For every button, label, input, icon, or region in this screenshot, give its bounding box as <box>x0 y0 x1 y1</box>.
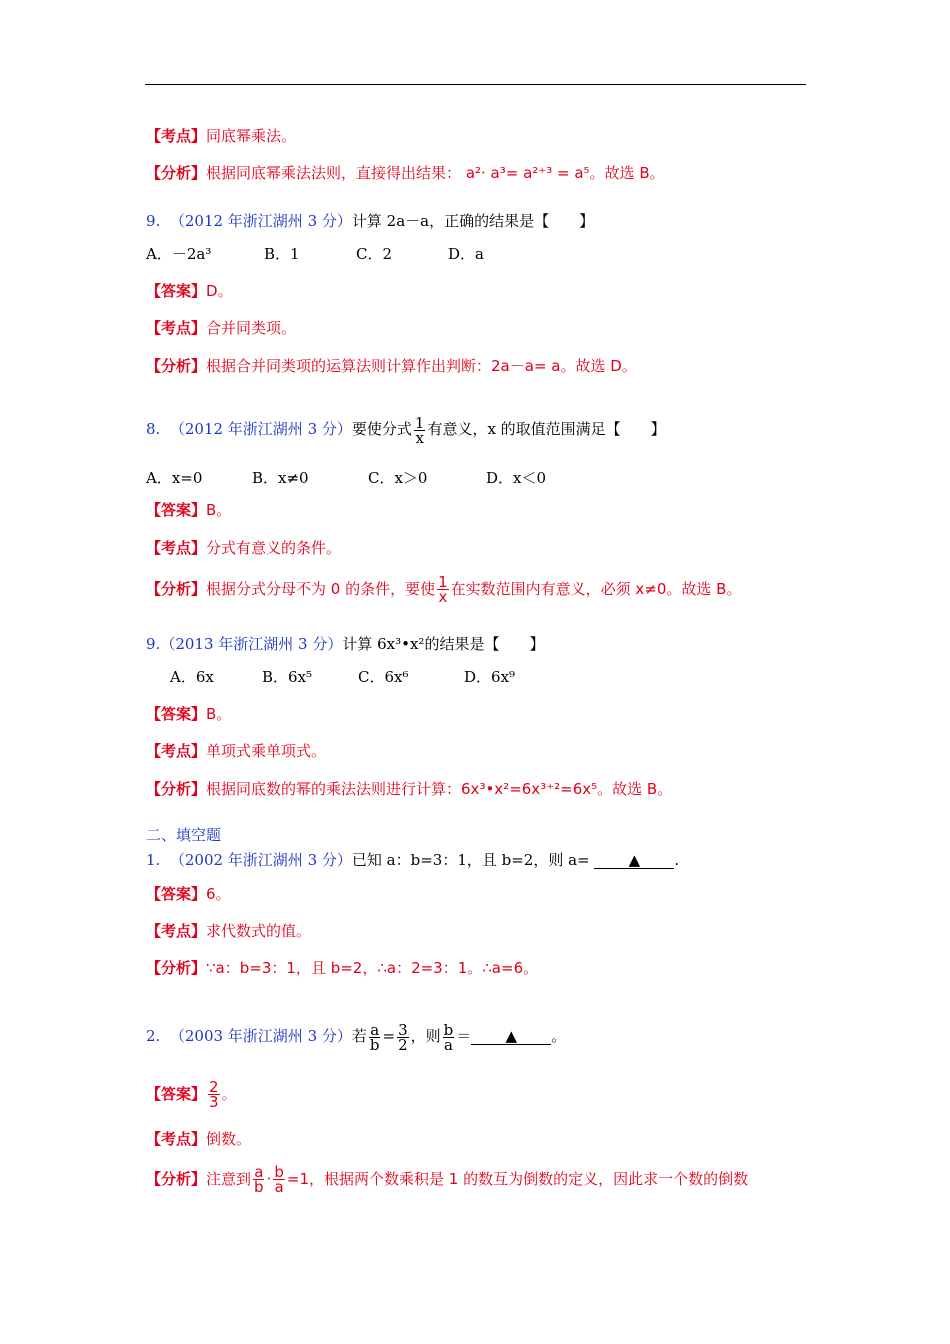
q9a-kaodian: 【考点】合并同类项。 <box>146 319 297 337</box>
f1-stem: 1. （2002 年浙江湖州 3 分）已知 a：b=3：1，且 b=2，则 a= ▲ . <box>146 851 680 869</box>
option-d: D．6x⁹ <box>464 668 516 686</box>
q9a-fenxi: 【分析】根据合并同类项的运算法则计算作出判断：2a－a= a。故选 D。 <box>146 357 637 375</box>
q9a-options <box>146 244 484 264</box>
option-d: D．a <box>448 245 484 263</box>
answer-blank: ▲ <box>471 1028 551 1045</box>
option-c: C．6x⁶ <box>358 668 409 686</box>
b1-kaodian: 【考点】同底幂乘法。 <box>146 127 297 145</box>
f2-stem: 2. （2003 年浙江湖州 3 分）若 $\frac{a}{b}$ = $\frac{3}{2}$ ，则 $\frac{b}{a}$ ＝ ▲ 。 <box>146 1020 567 1054</box>
q8-fenxi: 【分析】根据分式分母不为 0 的条件，要使 $\frac{1}{x}$ 在实数范围内有意义，必须 x≠0。故选 B。 <box>146 573 742 606</box>
header-rule <box>145 84 806 85</box>
option-a: A．6x <box>170 668 214 686</box>
option-c: C．2 <box>356 245 393 263</box>
b1-fenxi: 【分析】根据同底幂乘法法则，直接得出结果： a²· a³= a²⁺³ = a⁵。故选 B。 <box>146 164 665 182</box>
f2-answer: 【答案】 $\frac{2}{3}$ 。 <box>146 1078 237 1111</box>
section-heading: 二、填空题 <box>146 826 222 844</box>
option-b: B．1 <box>264 245 300 263</box>
option-a: A．x=0 <box>146 469 203 487</box>
q9b-options <box>170 667 515 687</box>
f1-kaodian: 【考点】求代数式的值。 <box>146 922 312 940</box>
q8-options <box>146 468 546 488</box>
fraction: $\frac{1}{x}$ <box>438 573 448 606</box>
fraction: $\frac{1}{x}$ <box>414 413 425 447</box>
q9b-fenxi: 【分析】根据同底数的幂的乘法法则进行计算：6x³•x²=6x³⁺²=6x⁵。故选 B。 <box>146 780 673 798</box>
option-b: B．6x⁵ <box>262 668 313 686</box>
option-c: C．x＞0 <box>368 469 428 487</box>
f1-fenxi: 【分析】∵a：b=3：1，且 b=2，∴a：2=3：1。∴a=6。 <box>146 959 539 977</box>
q9a-stem: 9. （2012 年浙江湖州 3 分）计算 2a－a，正确的结果是【 】 <box>146 212 595 230</box>
answer-blank: ▲ <box>594 852 674 869</box>
f1-answer: 【答案】6。 <box>146 885 231 903</box>
q9b-kaodian: 【考点】单项式乘单项式。 <box>146 742 327 760</box>
f2-fenxi: 【分析】注意到 $\frac{a}{b}$ · $\frac{b}{a}$ =1，根据两个数乘积是 1 的数互为倒数的定义，因此求一个数的倒数 <box>146 1163 749 1196</box>
q9a-answer: 【答案】D。 <box>146 282 233 300</box>
q8-answer: 【答案】B。 <box>146 501 232 519</box>
q9b-answer: 【答案】B。 <box>146 705 232 723</box>
q8-kaodian: 【考点】分式有意义的条件。 <box>146 539 342 557</box>
option-b: B．x≠0 <box>252 469 309 487</box>
option-d: D．x＜0 <box>486 469 547 487</box>
f2-kaodian: 【考点】倒数。 <box>146 1130 252 1148</box>
option-a: A．－2a³ <box>146 245 212 263</box>
q9b-stem: 9.（2013 年浙江湖州 3 分）计算 6x³•x²的结果是【 】 <box>146 635 545 653</box>
q8-stem: 8. （2012 年浙江湖州 3 分）要使分式 $\frac{1}{x}$ 有意义，x 的取值范围满足【 】 <box>146 413 666 447</box>
